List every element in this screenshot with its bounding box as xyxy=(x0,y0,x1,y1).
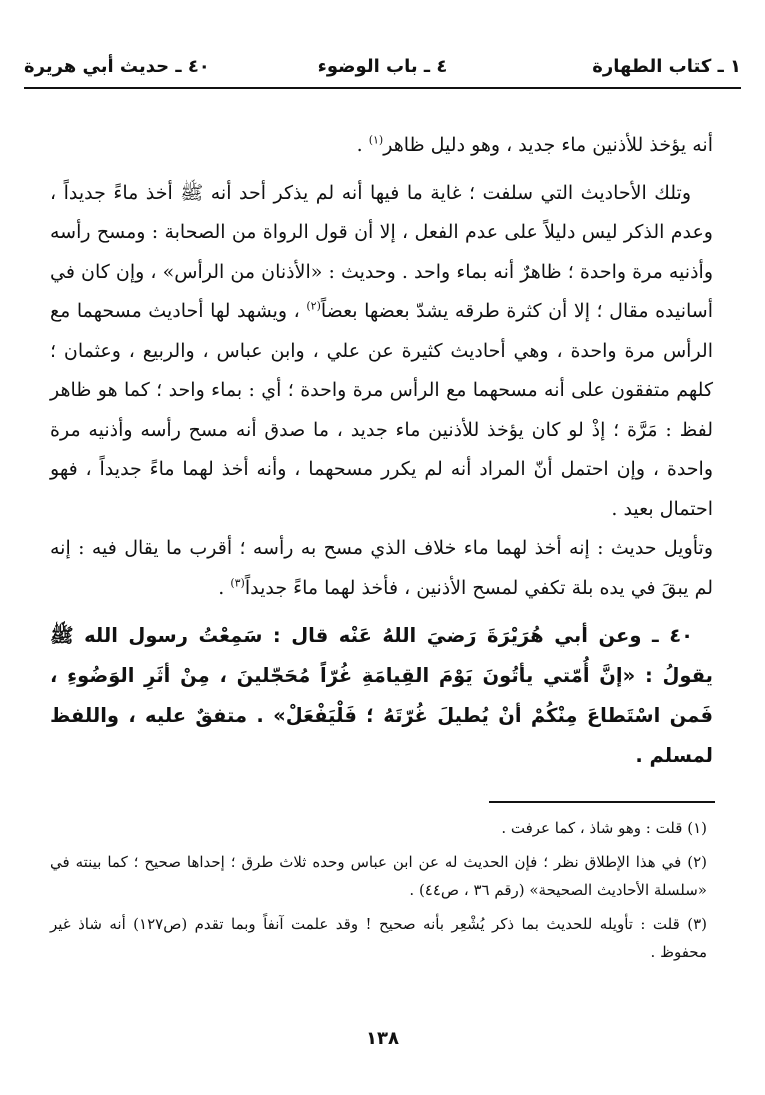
footnote-marker-2: (٢) xyxy=(306,299,321,313)
hadith-text: ٤٠ ـ وعن أبي هُرَيْرَةَ رَضيَ اللهُ عَنْه قال : سَمِعْتُ رسول الله ﷺ يقولُ : «إنَّ أُمّتي يأتُونَ يَوْمَ القِيامَةِ غُرّاً مُحَجّلينَ ، مِنْ أثَرِ الوَضُوءِ ، فَمن اسْتَطاعَ مِنْكُمْ أنْ يُطيلَ غُرّتَهُ ؛ فَلْيَفْعَلْ» . متفقٌ عليه ، واللفظ لمسلم . xyxy=(50,624,713,767)
paragraph-1: أنه يؤخذ للأذنين ماء جديد ، وهو دليل ظاهر$^{(١)}$ . xyxy=(356,133,713,156)
paragraph-2: وتلك الأحاديث التي سلفت ؛ غاية ما فيها أنه لم يذكر أحد أنه ﷺ أخذ ماءً جديداً ، وعدم الذكر ليس دليلاً على عدم الفعل ، إلا أن قول الرواة من الصحابة : ومسح رأسه وأذنيه مرة واحدة ؛ ظاهرٌ أنه بماء واحد . وحديث : «الأذنان من الرأس» ، وإن كان في أسانيده مقال ؛ إلا أن كثرة طرقه يشدّ بعضها بعضاً$^{(٢)}$ ، ويشهد لها أحاديث مسحهما مع الرأس مرة واحدة ، وهي أحاديث كثيرة عن علي ، وابن عباس ، والربيع ، وعثمان ؛ كلهم متفقون على أنه مسحهما مع الرأس مرة واحدة ؛ أي : بماء واحد ؛ كما هو ظاهر لفظ : مَرَّة ؛ إذْ لو كان يؤخذ للأذنين ماء جديد ، ما صدق أنه مسح رأسه وأذنيه مرة واحدة ، وإن احتمل أنّ المراد أنه لم يكرر مسحهما ، وأنه أخذ لهما ماءً جديداً ، فهو احتمال بعيد . xyxy=(50,181,714,520)
footnote-3: (٣) قلت : تأويله للحديث بما ذكر يُشْعِر بأنه صحيح ! وقد علمت آنفاً وبما تقدم (ص١٢٧) أنه شاذ غير محفوظ . xyxy=(50,915,707,961)
running-header xyxy=(24,56,741,88)
chapter-title: ٤ ـ باب الوضوء xyxy=(317,56,448,77)
footnote-divider xyxy=(489,801,715,803)
footnotes xyxy=(50,814,707,972)
hadith-reference: ٤٠ ـ حديث أبي هريرة xyxy=(24,56,210,77)
footnote-marker-3: (٣) xyxy=(230,576,245,590)
footnote-marker-1: (١) xyxy=(368,133,384,147)
paragraph-3: وتأويل حديث : إنه أخذ لهما ماء خلاف الذي مسح به رأسه ؛ أقرب ما يقال فيه : إنه لم يبقَ في يده بلة تكفي لمسح الأذنين ، فأخذ لهما ماءً جديداً$^{(٣)}$ . xyxy=(50,537,713,599)
book-title: ١ ـ كتاب الطهارة xyxy=(592,56,741,77)
footnote-1: (١) قلت : وهو شاذ ، كما عرفت . xyxy=(501,819,707,837)
page-number: ١٣٨ xyxy=(366,1028,399,1049)
header-divider xyxy=(24,87,741,89)
main-text xyxy=(50,126,713,796)
footnote-2: (٢) في هذا الإطلاق نظر ؛ فإن الحديث له عن ابن عباس وحده ثلاث طرق ؛ إحداها صحيح ؛ كما بينته في «سلسلة الأحاديث الصحيحة» (رقم ٣٦ ، ص٤٤) . xyxy=(50,853,707,899)
